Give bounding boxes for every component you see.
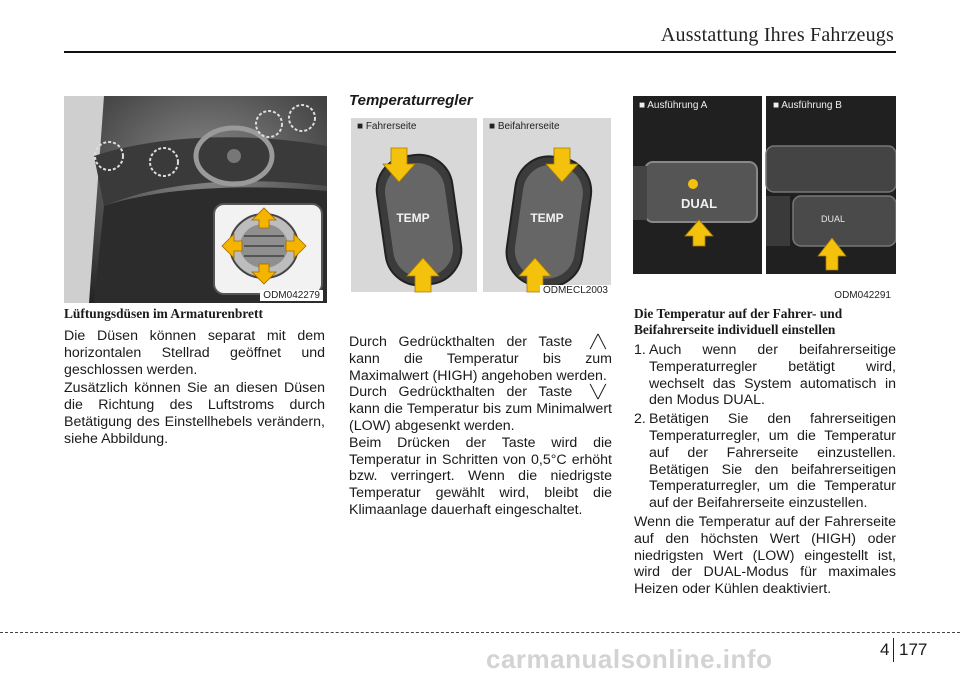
figure-code: ODM042279 bbox=[260, 290, 323, 301]
paragraph-increase bbox=[349, 334, 612, 384]
paragraph-decrease bbox=[349, 384, 612, 434]
dual-label-b: DUAL bbox=[820, 214, 846, 224]
paragraph: Die Düsen können separat mit dem horizontalen Stellrad geöffnet und geschlossen werden. bbox=[64, 328, 325, 378]
temp-label-passenger: TEMP bbox=[530, 211, 564, 225]
page-number: 177 bbox=[899, 640, 928, 659]
numbered-list bbox=[634, 342, 896, 512]
subsection-heading: Die Temperatur auf der Fahrer- und Beifahrerseite individuell einstellen bbox=[634, 306, 843, 337]
text: Durch Gedrückthalten der Taste bbox=[349, 384, 573, 401]
temp-buttons-figure bbox=[349, 116, 613, 296]
label-version-b: ■ Ausführung B bbox=[773, 100, 842, 111]
list-item bbox=[634, 342, 896, 409]
footer-rule bbox=[0, 632, 960, 633]
dual-label-a: DUAL bbox=[680, 196, 718, 211]
running-header: Ausstattung Ihres Fahrzeugs bbox=[660, 24, 894, 46]
text: kann die Temperatur bis zum Minimalwert (LOW) abgesenkt werden. bbox=[349, 401, 612, 434]
figure-caption: Lüftungsdüsen im Armaturenbrett bbox=[64, 306, 263, 321]
column-2 bbox=[349, 334, 612, 521]
text: Durch Gedrückthalten der Taste bbox=[349, 334, 573, 350]
label-version-a: ■ Ausführung A bbox=[639, 100, 708, 111]
figure-code: ODM042291 bbox=[831, 290, 894, 301]
label-passenger-side: ■ Beifahrerseite bbox=[489, 121, 560, 132]
down-arrow-icon: ╲╱ bbox=[590, 384, 606, 400]
list-number: 1. bbox=[634, 342, 646, 358]
figure-code: ODMECL2003 bbox=[540, 285, 611, 296]
paragraph: Beim Drücken der Taste wird die Temperatur in Schritten von 0,5°C erhöht bzw. verringert. Wenn die niedrigste Temperatur gewählt wird, bleibt die Klimaanlage dauerhaft eingeschaltet. bbox=[349, 434, 612, 518]
dual-buttons-figure bbox=[633, 96, 896, 303]
list-number: 2. bbox=[634, 411, 646, 428]
list-item bbox=[634, 411, 896, 512]
list-text: Auch wenn der beifahrerseitige Temperaturregler betätigt wird, wechselt das System automatisch in den Modus DUAL. bbox=[649, 342, 896, 409]
label-driver-side: ■ Fahrerseite bbox=[357, 121, 417, 132]
section-heading: Temperaturregler bbox=[349, 92, 473, 109]
header-rule bbox=[64, 51, 896, 53]
dashboard-vents-figure bbox=[64, 96, 327, 303]
paragraph: Zusätzlich können Sie an diesen Düsen die Richtung des Luftstroms durch Betätigung des Einstellhebels verändern, siehe Abbildung. bbox=[64, 380, 325, 447]
list-text: Betätigen Sie den fahrerseitigen Temperaturregler, um die Temperatur auf der Fahrerseite einzustellen. Betätigen Sie den beifahrerseitigen Temperaturregler, um die Temperatur auf der Beifahrerseite einzustellen. bbox=[649, 411, 896, 512]
column-3 bbox=[634, 306, 896, 600]
chapter-number: 4 bbox=[880, 640, 890, 659]
watermark: carmanualsonline.info bbox=[486, 644, 773, 674]
temp-label-driver: TEMP bbox=[396, 211, 430, 225]
page-separator bbox=[893, 638, 894, 662]
column-1 bbox=[64, 306, 325, 450]
text: kann die Temperatur bis zum Maximalwert (HIGH) angehoben werden. bbox=[349, 350, 612, 384]
up-arrow-icon: ╱╲ bbox=[590, 334, 606, 349]
paragraph: Wenn die Temperatur auf der Fahrerseite auf den höchsten Wert (HIGH) oder niedrigsten Wert (LOW) eingestellt ist, wird der DUAL-Modus für maximales Heizen oder Kühlen deaktiviert. bbox=[634, 513, 896, 598]
